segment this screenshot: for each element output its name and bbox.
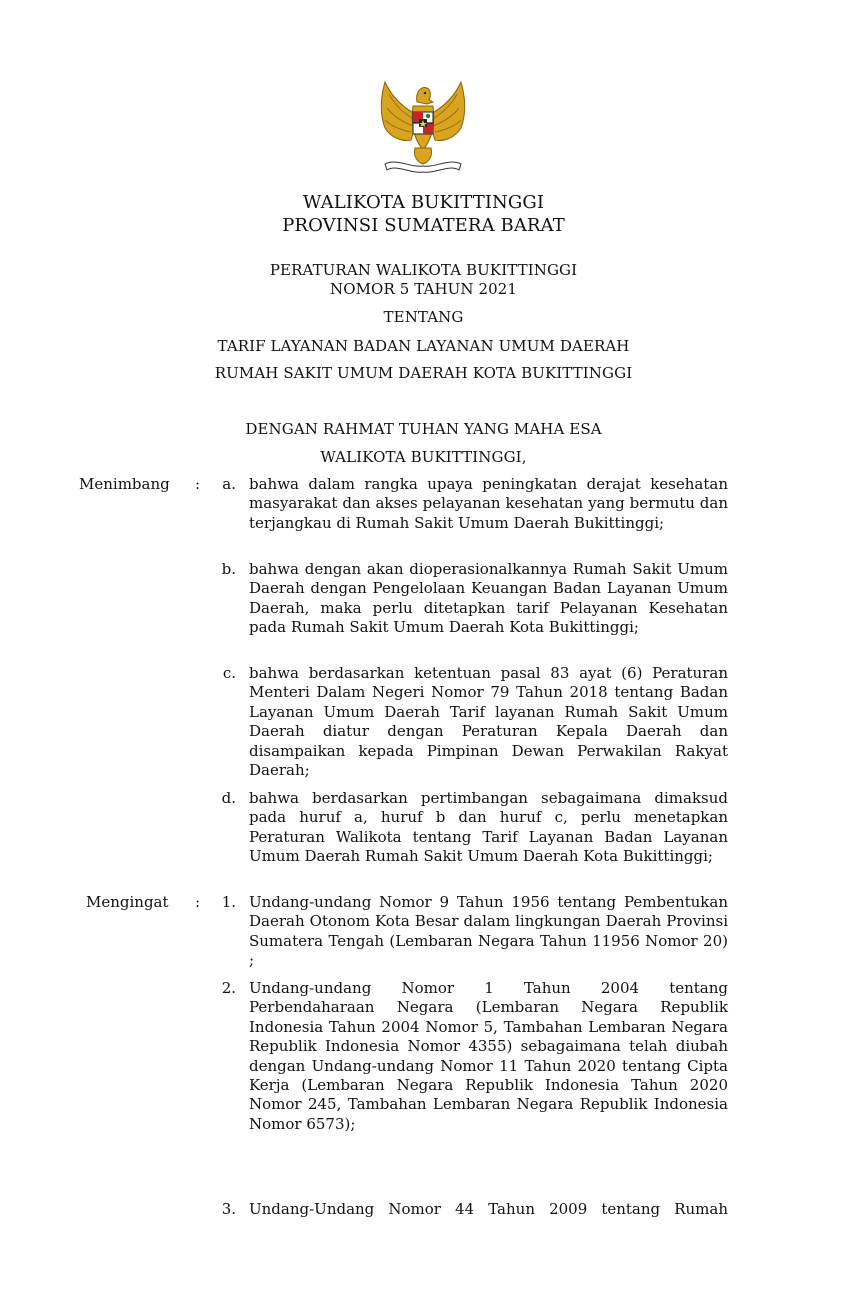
regulation-subject-line-2: RUMAH SAKIT UMUM DAERAH KOTA BUKITTINGGI (214, 364, 633, 382)
item-text: Undang-Undang Nomor 44 Tahun 2009 tentang Rumah (249, 1200, 728, 1218)
mengingat-label: Mengingat (86, 893, 169, 911)
garuda-emblem-icon (371, 76, 475, 178)
item-text: Undang-undang Nomor 1 Tahun 2004 tentang Perbendaharaan Negara (Lembaran Negara Republik Indonesia Tahun 2004 Nomor 5, Tambahan Lembaran Negara Republik Indonesia Nomor 4355) sebagaimana telah diubah dengan Undang-undang Nomor 11 Tahun 2020 tentang Cipta Kerja (Lembaran Negara Republik Indonesia Tahun 2020 Nomor 245, Tambahan Lembaran Negara Republik Indonesia Nomor 6573); (249, 979, 728, 1133)
header-line-1: WALIKOTA BUKITTINGGI (302, 192, 545, 213)
mengingat-colon: : (195, 893, 201, 911)
tentang-heading: TENTANG (383, 308, 464, 326)
item-marker: 2. (221, 979, 236, 997)
item-marker: b. (221, 560, 236, 578)
preamble-walikota: WALIKOTA BUKITTINGGI, (320, 448, 527, 466)
item-text: bahwa dengan akan dioperasionalkannya Rumah Sakit Umum Daerah dengan Pengelolaan Keuangan Badan Layanan Umum Daerah, maka perlu ditetapkan tarif Pelayanan Kesehatan pada Rumah Sakit Umum Daerah Kota Bukittinggi; (249, 560, 728, 637)
preamble-rahmat: DENGAN RAHMAT TUHAN YANG MAHA ESA (245, 420, 602, 438)
item-text: bahwa berdasarkan pertimbangan sebagaimana dimaksud pada huruf a, huruf b dan huruf c, perlu menetapkan Peraturan Walikota tentang Tarif Layanan Badan Layanan Umum Daerah Rumah Sakit Umum Daerah Kota Bukittinggi; (249, 789, 728, 866)
regulation-subject-line-1: TARIF LAYANAN BADAN LAYANAN UMUM DAERAH (217, 337, 630, 355)
header-line-2: PROVINSI SUMATERA BARAT (282, 215, 565, 236)
item-marker: 3. (221, 1200, 236, 1218)
menimbang-label: Menimbang (79, 475, 170, 493)
item-text: bahwa berdasarkan ketentuan pasal 83 ayat (6) Peraturan Menteri Dalam Negeri Nomor 79 Tahun 2018 tentang Badan Layanan Umum Daerah Tarif layanan Rumah Sakit Umum Daerah diatur dengan Peraturan Kepala Daerah dan disampaikan kepada Pimpinan Dewan Perwakilan Rakyat Daerah; (249, 664, 728, 780)
item-text: Undang-undang Nomor 9 Tahun 1956 tentang Pembentukan Daerah Otonom Kota Besar dalam lingkungan Daerah Provinsi Sumatera Tengah (Lembaran Negara Tahun 11956 Nomor 20) ; (249, 893, 728, 970)
item-marker: a. (222, 475, 236, 493)
item-marker: 1. (221, 893, 236, 911)
item-text: bahwa dalam rangka upaya peningkatan derajat kesehatan masyarakat dan akses pelayanan kesehatan yang bermutu dan terjangkau di Rumah Sakit Umum Daerah Bukittinggi; (249, 475, 728, 532)
menimbang-colon: : (195, 475, 201, 493)
regulation-title: PERATURAN WALIKOTA BUKITTINGGI (269, 261, 578, 279)
regulation-number: NOMOR 5 TAHUN 2021 (329, 280, 518, 298)
item-marker: c. (222, 664, 236, 682)
item-marker: d. (221, 789, 236, 807)
